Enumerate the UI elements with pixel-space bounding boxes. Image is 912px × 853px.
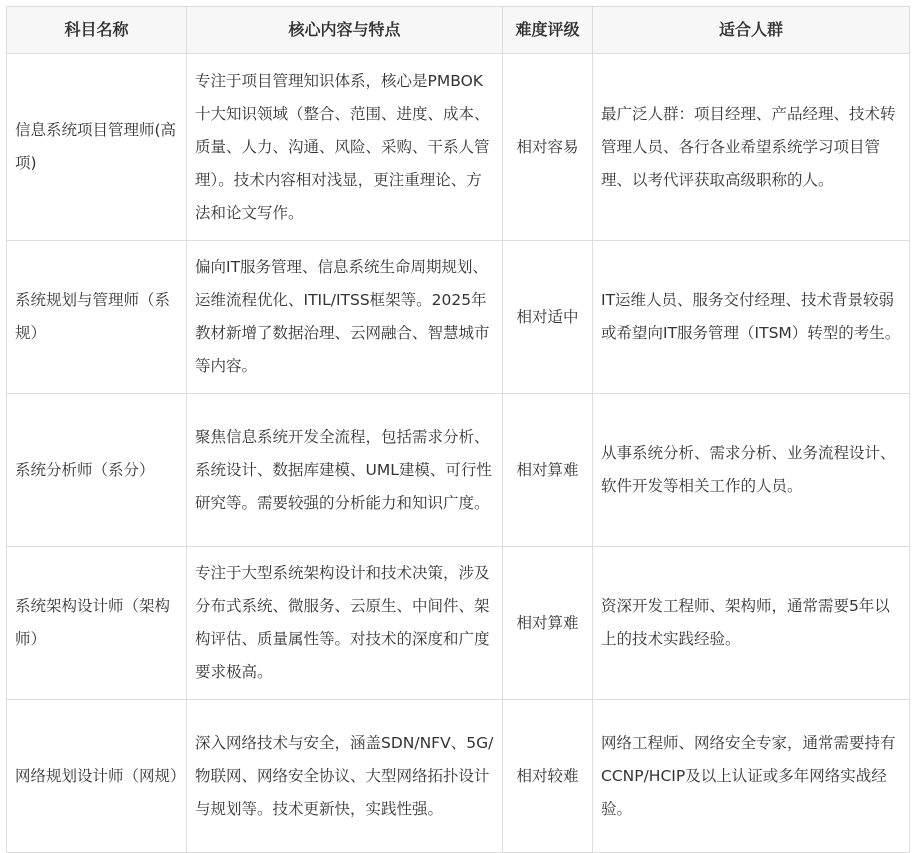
table-row (7, 54, 910, 241)
cell-core-content: 深入网络技术与安全，涵盖SDN/NFV、5G/物联网、网络安全协议、大型网络拓扑设计与规划等。技术更新快，实践性强。 (187, 700, 503, 853)
cell-core-content: 偏向IT服务管理、信息系统生命周期规划、运维流程优化、ITIL/ITSS框架等。2025年教材新增了数据治理、云网融合、智慧城市等内容。 (187, 241, 503, 394)
cell-difficulty: 相对算难 (503, 547, 593, 700)
cell-difficulty: 相对适中 (503, 241, 593, 394)
cell-audience: 从事系统分析、需求分析、业务流程设计、软件开发等相关工作的人员。 (593, 394, 910, 547)
cell-core-content: 聚焦信息系统开发全流程，包括需求分析、系统设计、数据库建模、UML建模、可行性研究等。需要较强的分析能力和知识广度。 (187, 394, 503, 547)
header-audience: 适合人群 (593, 7, 910, 54)
cell-subject-name: 系统规划与管理师（系规） (7, 241, 187, 394)
cell-difficulty: 相对较难 (503, 700, 593, 853)
header-row (7, 7, 910, 54)
cell-subject-name: 系统架构设计师（架构师） (7, 547, 187, 700)
cell-audience: 资深开发工程师、架构师，通常需要5年以上的技术实践经验。 (593, 547, 910, 700)
table-row (7, 700, 910, 853)
cell-subject-name: 网络规划设计师（网规） (7, 700, 187, 853)
cell-difficulty: 相对容易 (503, 54, 593, 241)
table-row (7, 394, 910, 547)
cell-subject-name: 系统分析师（系分） (7, 394, 187, 547)
cell-core-content: 专注于大型系统架构设计和技术决策，涉及分布式系统、微服务、云原生、中间件、架构评估、质量属性等。对技术的深度和广度要求极高。 (187, 547, 503, 700)
cell-audience: 网络工程师、网络安全专家，通常需要持有CCNP/HCIP及以上认证或多年网络实战经验。 (593, 700, 910, 853)
table-row (7, 241, 910, 394)
cell-audience: 最广泛人群：项目经理、产品经理、技术转管理人员、各行各业希望系统学习项目管理、以考代评获取高级职称的人。 (593, 54, 910, 241)
header-difficulty: 难度评级 (503, 7, 593, 54)
cell-subject-name: 信息系统项目管理师(高项) (7, 54, 187, 241)
cell-core-content: 专注于项目管理知识体系，核心是PMBOK十大知识领域（整合、范围、进度、成本、质量、人力、沟通、风险、采购、干系人管理）。技术内容相对浅显，更注重理论、方法和论文写作。 (187, 54, 503, 241)
table-body (7, 54, 910, 853)
cell-audience: IT运维人员、服务交付经理、技术背景较弱或希望向IT服务管理（ITSM）转型的考生。 (593, 241, 910, 394)
header-subject-name: 科目名称 (7, 7, 187, 54)
cell-difficulty: 相对算难 (503, 394, 593, 547)
header-core-content: 核心内容与特点 (187, 7, 503, 54)
table-header (7, 7, 910, 54)
exam-comparison-table (6, 6, 910, 853)
table-row (7, 547, 910, 700)
